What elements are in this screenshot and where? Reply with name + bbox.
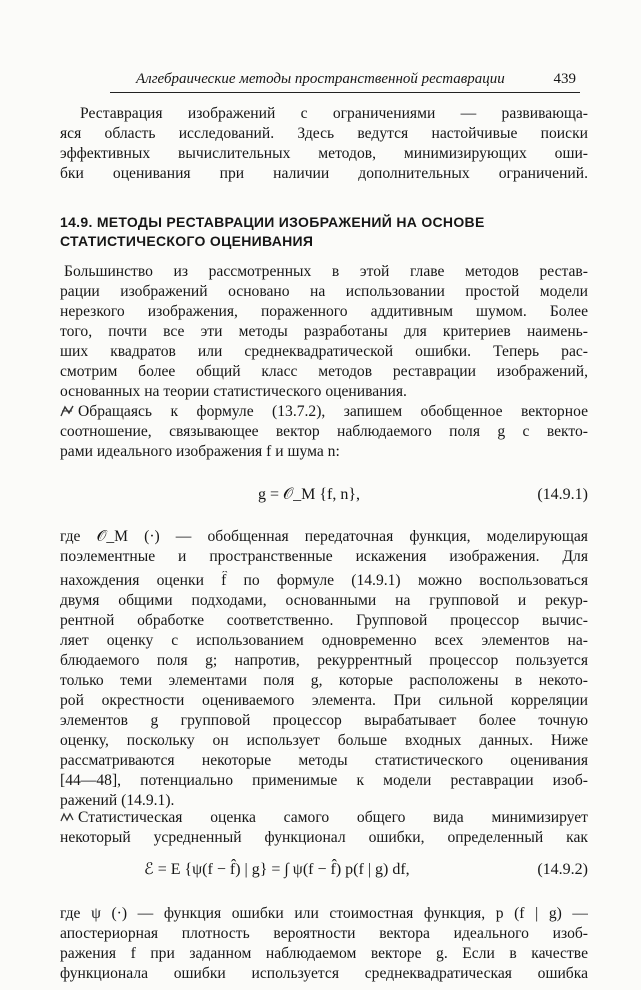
text-line: нахождения оценки f̂ по формуле (14.9.1) можно воспользоваться bbox=[60, 572, 588, 589]
text-line: ших квадратов или среднеквадратической ошибки. Теперь рас- bbox=[60, 343, 588, 360]
text-line: смотрим более общий класс методов реставрации изображений, bbox=[60, 363, 588, 380]
text-line: нерезкого изображения, пораженного аддитивным шумом. Более bbox=[60, 303, 588, 320]
text-line: рации изображений основано на использовании простой модели bbox=[60, 283, 588, 300]
text-line: того, почти все эти методы разработаны для критериев наимень- bbox=[60, 323, 588, 340]
text-line: бки оценивания при наличии дополнительных ограничений. bbox=[60, 165, 588, 182]
section-heading bbox=[60, 213, 588, 251]
text-line: рентной обработке соответственно. Групповой процессор вычис- bbox=[60, 612, 588, 629]
section-heading-line: 14.9. МЕТОДЫ РЕСТАВРАЦИИ ИЗОБРАЖЕНИЙ НА ОСНОВЕ bbox=[60, 214, 485, 230]
paragraph-overview bbox=[60, 262, 588, 402]
text-line: элементов g групповой процессор вырабатывает более точную bbox=[60, 712, 588, 729]
text-line: только теми элементами поля g, которые расположены в некото- bbox=[60, 672, 588, 689]
running-header bbox=[110, 66, 580, 93]
paragraph-approaches bbox=[60, 527, 588, 811]
running-title: Алгебраические методы пространственной реставрации bbox=[136, 71, 505, 87]
equation-expression: g = 𝒪_M {f, n}, bbox=[258, 486, 361, 503]
equation-14-9-2 bbox=[60, 857, 588, 883]
text-line: некоторый усредненный функционал ошибки, определенный как bbox=[60, 829, 588, 846]
text-line: где 𝒪_M (·) — обобщенная передаточная функция, моделирующая bbox=[60, 528, 588, 545]
text-line: эффективных вычислительных методов, минимизирующих оши- bbox=[60, 145, 588, 162]
margin-mark-icon bbox=[60, 811, 74, 823]
equation-number: (14.9.1) bbox=[537, 486, 588, 503]
text-line: апостериорная плотность вероятности вектора идеального изоб- bbox=[60, 925, 588, 942]
text-line: основанных на теории статистического оценивания. bbox=[60, 383, 407, 400]
text-line bbox=[60, 402, 588, 422]
text-line: функционала ошибки используется среднеквадратическая ошибка bbox=[60, 965, 588, 982]
text-line: рассматриваются некоторые методы статистического оценивания bbox=[60, 752, 588, 769]
text-line: где ψ (·) — функция ошибки или стоимостная функция, p (f | g) — bbox=[60, 905, 588, 922]
text-line: Реставрация изображений с ограничениями — развивающа- bbox=[80, 105, 588, 122]
text-line: рой окрестности оцениваемого элемента. При сильной корреляции bbox=[60, 692, 588, 709]
text-line: ражения f при заданном наблюдаемом векторе g. Если в качестве bbox=[60, 945, 588, 962]
section-heading-line: СТАТИСТИЧЕСКОГО ОЦЕНИВАНИЯ bbox=[60, 233, 314, 249]
page-number: 439 bbox=[553, 71, 576, 87]
paragraph-error-function bbox=[60, 904, 588, 984]
text-line-content: Обращаясь к формуле (13.7.2), запишем обобщенное векторное bbox=[78, 403, 588, 420]
text-line: рами идеального изображения f и шума n: bbox=[60, 443, 340, 460]
text-line: [44—48], потенциально применимые к модели реставрации изоб- bbox=[60, 772, 588, 789]
text-line: ражений (14.9.1). bbox=[60, 792, 175, 809]
text-line bbox=[60, 808, 588, 828]
equation-expression: ℰ = E {ψ(f − f̂) | g} = ∫ ψ(f − f̂) p(f | g) df, bbox=[144, 861, 410, 878]
text-line: поэлементные и пространственные искажения изображения. Для bbox=[60, 548, 588, 565]
paragraph-intro bbox=[60, 104, 588, 184]
equation-14-9-1 bbox=[60, 482, 588, 508]
text-line: ляет оценку с использованием одновременно всех элементов на- bbox=[60, 632, 588, 649]
equation-number: (14.9.2) bbox=[537, 861, 588, 878]
text-line-content: Статистическая оценка самого общего вида минимизирует bbox=[78, 809, 588, 826]
margin-mark-icon bbox=[60, 405, 74, 417]
text-line: оценку, поскольку он использует больше входных данных. Ниже bbox=[60, 732, 588, 749]
text-line: двумя общими подходами, основанными на групповой и рекур- bbox=[60, 592, 588, 609]
text-line: Большинство из рассмотренных в этой главе методов рестав- bbox=[64, 263, 588, 280]
text-line: блюдаемого поля g; напротив, рекуррентный процессор пользуется bbox=[60, 652, 588, 669]
text-line: соотношение, связывающее вектор наблюдаемого поля g с векто- bbox=[60, 423, 588, 440]
paragraph-relation bbox=[60, 402, 588, 462]
paragraph-estimate bbox=[60, 808, 588, 848]
text-line: яся область исследований. Здесь ведутся настойчивые поиски bbox=[60, 125, 588, 142]
